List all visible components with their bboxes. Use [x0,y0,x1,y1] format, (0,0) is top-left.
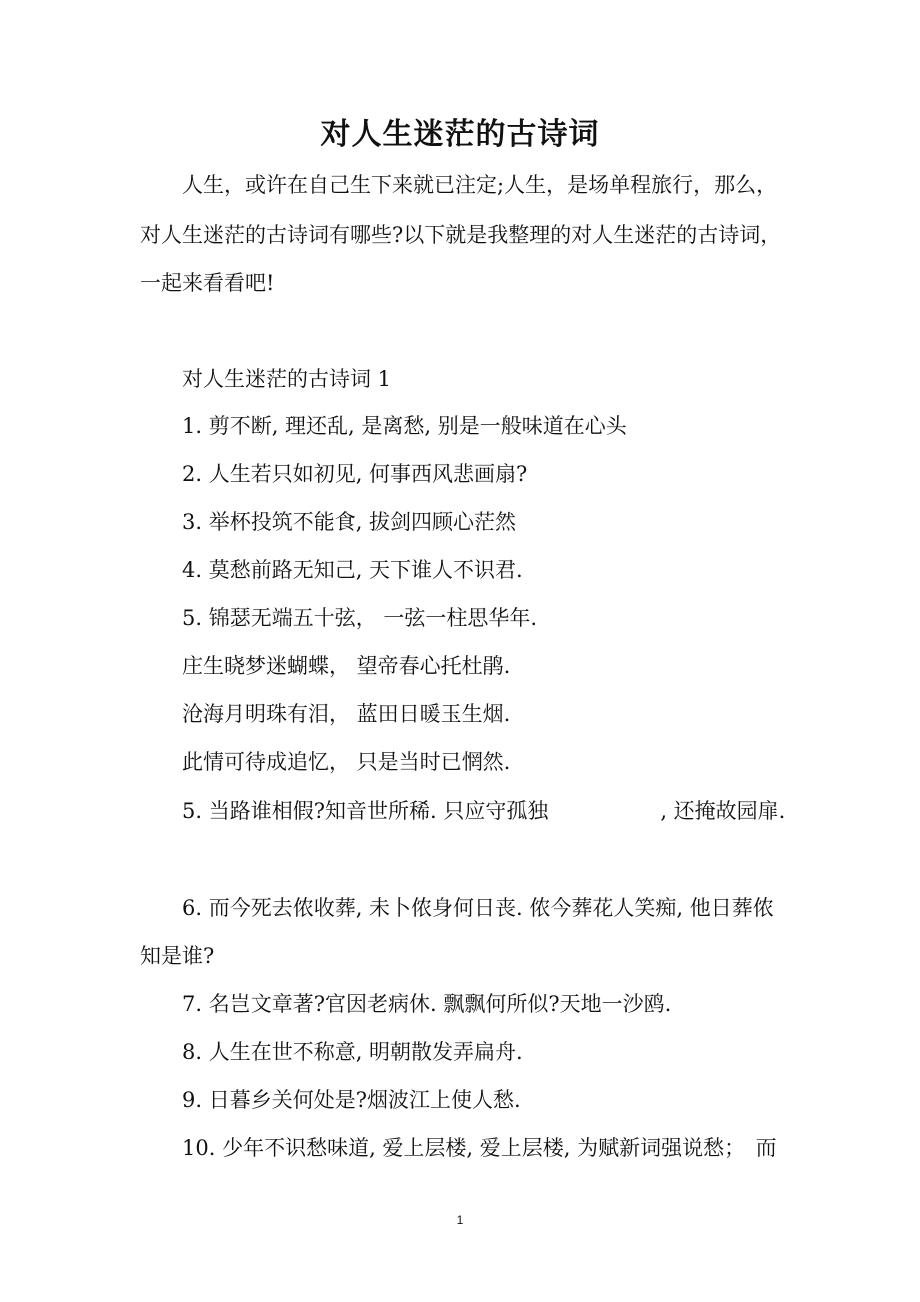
poem-line-5-verse-2: 庄生晓梦迷蝴蝶， 望帝春心托杜鹃. [182,654,511,678]
poem-line-10: 10. 少年不识愁味道, 爱上层楼, 爱上层楼, 为赋新词强说愁； 而 [182,1136,777,1160]
poem-line-5b-left: 5. 当路谁相假?知音世所稀. 只应守孤独 [182,799,549,823]
poem-line-4: 4. 莫愁前路无知己, 天下谁人不识君. [182,558,523,582]
poem-line-5-verse-3: 沧海月明珠有泪， 蓝田日暖玉生烟. [182,702,511,726]
poem-line-7: 7. 名岂文章著?官因老病休. 飘飘何所似?天地一沙鸥. [182,992,672,1016]
poem-line-6b: 知是谁? [140,944,215,968]
poem-line-5b-right: , 还掩故园扉. [660,799,786,823]
poem-line-6a: 6. 而今死去侬收葬, 未卜侬身何日丧. 侬今葬花人笑痴, 他日葬侬 [182,896,774,920]
intro-line-1: 人生，或许在自己生下来就已注定;人生，是场单程旅行，那么， [182,173,778,197]
poem-line-8: 8. 人生在世不称意, 明朝散发弄扁舟. [182,1040,523,1064]
intro-line-3: 一起来看看吧! [140,271,275,295]
poem-line-2: 2. 人生若只如初见, 何事西风悲画扇? [182,462,528,486]
poem-line-9: 9. 日暮乡关何处是?烟波江上使人愁. [182,1088,521,1112]
document-title: 对人生迷茫的古诗词 [320,117,600,152]
page-number: 1 [456,1213,464,1227]
intro-line-2: 对人生迷茫的古诗词有哪些?以下就是我整理的对人生迷茫的古诗词， [140,223,782,247]
poem-line-3: 3. 举杯投筑不能食, 拔剑四顾心茫然 [182,510,517,534]
poem-line-5: 5. 锦瑟无端五十弦， 一弦一柱思华年. [182,606,538,630]
poem-line-5-verse-4: 此情可待成追忆， 只是当时已惘然. [182,750,511,774]
poem-line-1: 1. 剪不断, 理还乱, 是离愁, 别是一般味道在心头 [182,414,627,438]
section-heading: 对人生迷茫的古诗词 1 [182,367,392,391]
poem-line-5b [182,796,785,826]
